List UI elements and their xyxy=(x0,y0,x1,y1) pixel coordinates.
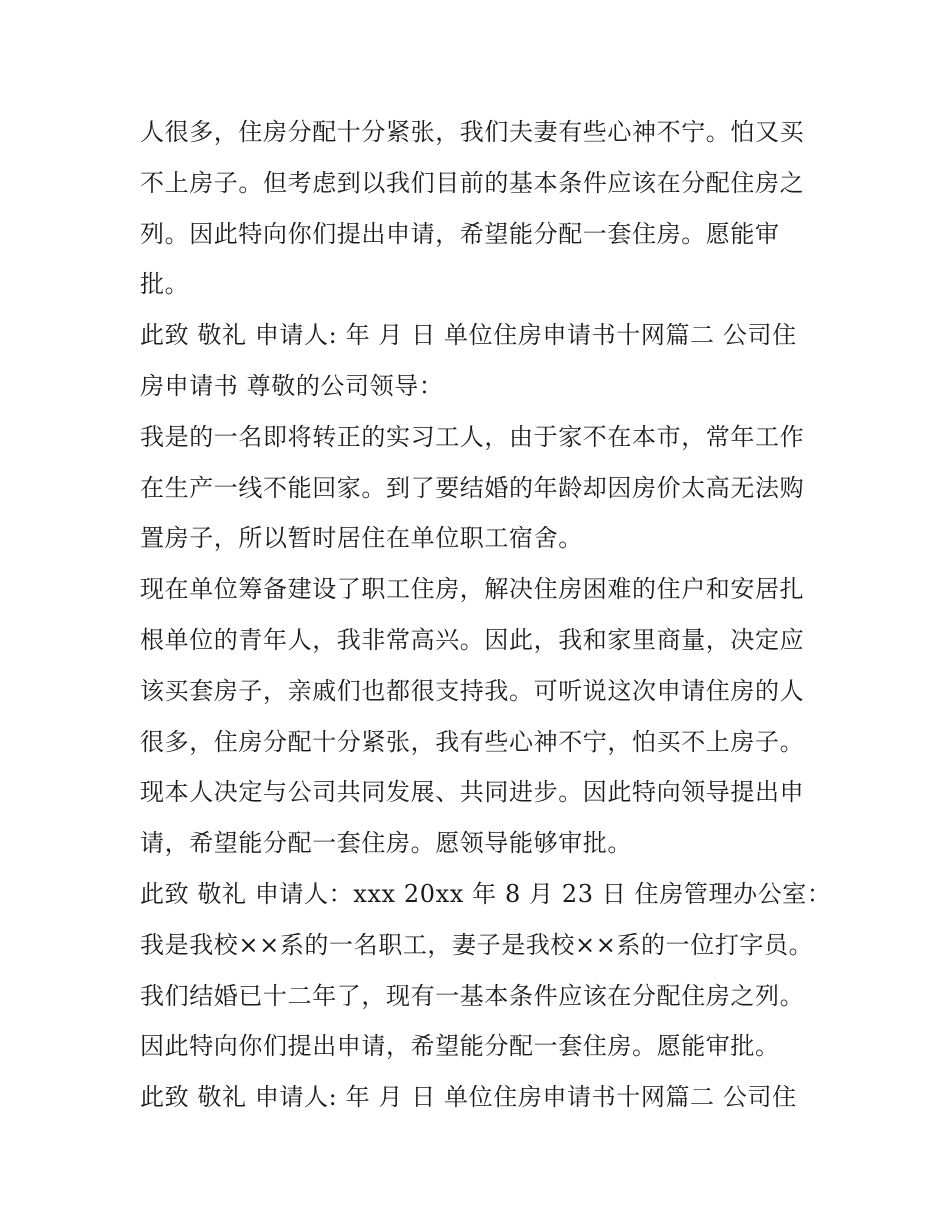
text-line: 我是的一名即将转正的实习工人，由于家不在本市，常年工作 xyxy=(140,422,805,451)
text-line: 列。因此特向你们提出申请，希望能分配一套住房。愿能审 xyxy=(140,219,780,248)
text-line: 现本人决定与公司共同发展、共同进步。因此特向领导提出申 xyxy=(140,778,805,807)
text-line: 我们结婚已十二年了，现有一基本条件应该在分配住房之列。 xyxy=(140,981,805,1010)
text-line: 此致 敬礼 申请人: 年 月 日 单位住房申请书十网篇二 公司住 xyxy=(140,1083,797,1112)
text-line: 人很多，住房分配十分紧张，我们夫妻有些心神不宁。怕又买 xyxy=(140,118,805,146)
text-line: 因此特向你们提出申请，希望能分配一套住房。愿能审批。 xyxy=(140,1032,780,1061)
text-line: 房申请书 尊敬的公司领导： xyxy=(140,371,444,400)
text-line: 该买套房子，亲戚们也都很支持我。可听说这次申请住房的人 xyxy=(140,676,805,705)
text-line: 此致 敬礼 申请人: 年 月 日 单位住房申请书十网篇二 公司住 xyxy=(140,321,797,350)
text-line: 在生产一线不能回家。到了要结婚的年龄却因房价太高无法购 xyxy=(140,473,805,502)
document-body xyxy=(140,107,840,1123)
text-line: 我是我校××系的一名职工，妻子是我校××系的一位打字员。 xyxy=(140,930,814,959)
text-line: 置房子，所以暂时居住在单位职工宿舍。 xyxy=(140,524,583,553)
text-line: 不上房子。但考虑到以我们目前的基本条件应该在分配住房之 xyxy=(140,168,805,197)
text-line: 很多，住房分配十分紧张，我有些心神不宁，怕买不上房子。 xyxy=(140,727,805,756)
text-line: 批。 xyxy=(140,270,190,299)
text-line: 请，希望能分配一套住房。愿领导能够审批。 xyxy=(140,829,632,858)
text-line: 根单位的青年人，我非常高兴。因此，我和家里商量，决定应 xyxy=(140,625,805,654)
text-line: 现在单位筹备建设了职工住房，解决住房困难的住户和安居扎 xyxy=(140,575,805,604)
text-line: 此致 敬礼 申请人：xxx 20xx 年 8 月 23 日 住房管理办公室： xyxy=(140,879,832,908)
